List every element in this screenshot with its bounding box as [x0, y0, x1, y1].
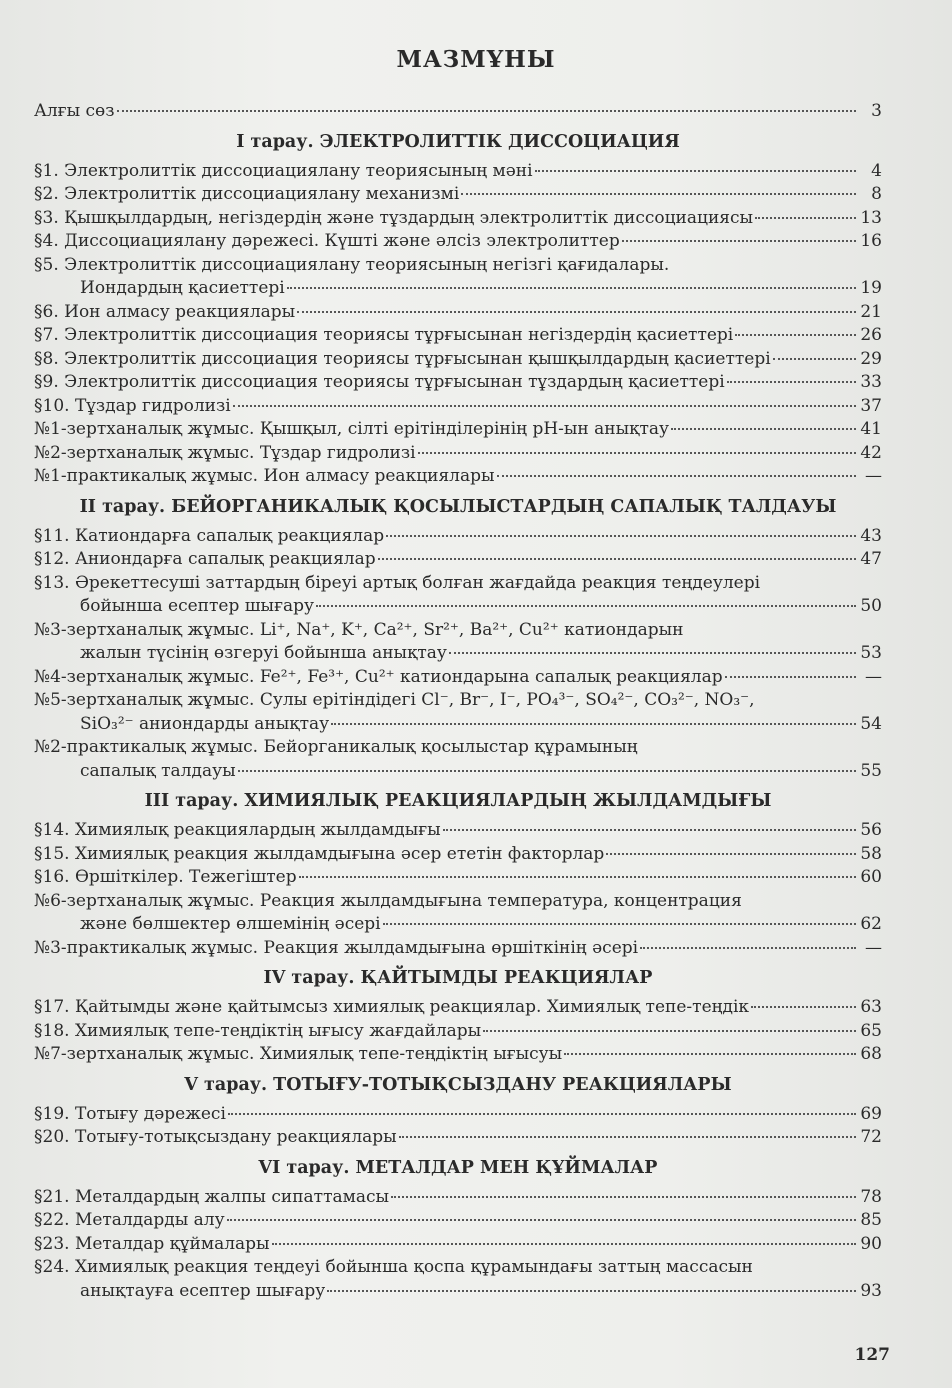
- entry-page: 19: [860, 278, 882, 298]
- entry-page: 93: [860, 1280, 882, 1301]
- dot-leader: [671, 428, 856, 430]
- dot-leader: [497, 475, 856, 477]
- entry-label: §3. Қышқылдардың, негіздердің және тұздардың электролиттік диссоциациясы: [34, 207, 754, 228]
- toc-entry: [34, 301, 882, 325]
- dot-leader: [483, 1030, 856, 1032]
- chapter-heading: II тарау. БЕЙОРГАНИКАЛЫҚ ҚОСЫЛЫСТАРДЫҢ САПАЛЫҚ ТАЛДАУЫ: [79, 496, 837, 517]
- dot-leader: [272, 1243, 856, 1245]
- toc-entry: [34, 277, 882, 301]
- entry-page: 43: [860, 525, 882, 546]
- dot-leader: [755, 217, 856, 219]
- entry-page: —: [865, 937, 882, 958]
- dot-leader: [443, 829, 856, 831]
- entry-page: 63: [860, 997, 882, 1017]
- dot-leader: [535, 170, 856, 172]
- entry-page: 3: [871, 101, 882, 121]
- dot-leader: [751, 1006, 856, 1008]
- entry-label: №7-зертханалық жұмыс. Химиялық тепе-теңдіктің ығысуы: [34, 1044, 563, 1064]
- entry-page: 58: [860, 843, 882, 864]
- dot-leader: [622, 240, 856, 242]
- entry-page: 21: [860, 301, 882, 322]
- toc-entry: [34, 1280, 882, 1304]
- dot-leader: [228, 1113, 856, 1115]
- entry-label: бойынша есептер шығару: [80, 596, 314, 616]
- toc-entry-line: №6-зертханалық жұмыс. Реакция жылдамдығына температура, концентрация: [34, 890, 742, 911]
- entry-page: 37: [860, 395, 882, 416]
- toc-entry: [34, 1043, 882, 1067]
- entry-page: 72: [860, 1127, 882, 1147]
- entry-label: §23. Металдар құймалары: [34, 1233, 270, 1254]
- entry-label: §14. Химиялық реакциялардың жылдамдығы: [34, 820, 441, 840]
- toc-entry: [34, 642, 882, 666]
- entry-label: №3-практикалық жұмыс. Реакция жылдамдығына өршіткінің әсері: [34, 937, 639, 958]
- entry-label: §15. Химиялық реакция жылдамдығына әсер ететін факторлар: [34, 843, 605, 864]
- entry-page: 54: [860, 713, 882, 734]
- entry-label: §21. Металдардың жалпы сипаттамасы: [34, 1186, 390, 1207]
- table-of-contents: [34, 100, 882, 1303]
- toc-entry: [34, 1233, 882, 1257]
- entry-label: §8. Электролиттік диссоциация теориясы тұрғысынан қышқылдардың қасиеттері: [34, 348, 771, 369]
- dot-leader: [299, 876, 856, 878]
- entry-page: —: [865, 666, 882, 687]
- toc-entry: [34, 465, 882, 489]
- toc-entry: [34, 348, 882, 372]
- dot-leader: [331, 723, 856, 725]
- entry-label: §22. Металдарды алу: [34, 1210, 225, 1230]
- entry-label: §6. Ион алмасу реакциялары: [34, 301, 296, 322]
- dot-leader: [327, 1290, 856, 1292]
- chapter-heading: V тарау. ТОТЫҒУ-ТОТЫҚСЫЗДАНУ РЕАКЦИЯЛАРЫ: [184, 1074, 732, 1095]
- entry-label: §12. Аниондарға сапалық реакциялар: [34, 549, 376, 569]
- entry-page: —: [865, 466, 882, 486]
- toc-entry: [34, 760, 882, 784]
- page-number: 127: [854, 1345, 890, 1365]
- toc-entry: [34, 1020, 882, 1044]
- entry-label: §2. Электролиттік диссоциациялану механизмі: [34, 184, 460, 204]
- entry-label: §19. Тотығу дәрежесі: [34, 1103, 226, 1124]
- entry-label: анықтауға есептер шығару: [80, 1280, 326, 1301]
- dot-leader: [383, 923, 856, 925]
- toc-entry: [34, 371, 882, 395]
- toc-entry-line: №2-практикалық жұмыс. Бейорганикалық қосылыстар құрамының: [34, 737, 638, 757]
- chapter-heading: VI тарау. МЕТАЛДАР МЕН ҚҰЙМАЛАР: [258, 1157, 658, 1178]
- toc-entry: [34, 324, 882, 348]
- entry-label: SiO₃²⁻ аниондарды анықтау: [80, 713, 330, 734]
- dot-leader: [287, 287, 856, 289]
- toc-entry: [34, 160, 882, 184]
- entry-label: №1-зертханалық жұмыс. Қышқыл, сілті ерітінділерінің pH-ын анықтау: [34, 419, 670, 439]
- dot-leader: [418, 452, 856, 454]
- entry-page: 29: [860, 348, 882, 369]
- toc-entry: [34, 937, 882, 961]
- toc-entry: [34, 418, 882, 442]
- dot-leader: [606, 853, 856, 855]
- entry-label: §16. Өршіткілер. Тежегіштер: [34, 867, 297, 887]
- entry-label: §1. Электролиттік диссоциациялану теориясының мәні: [34, 160, 533, 181]
- entry-page: 33: [860, 372, 882, 392]
- dot-leader: [735, 334, 856, 336]
- dot-leader: [461, 193, 856, 195]
- toc-entry: [34, 595, 882, 619]
- entry-page: 60: [860, 867, 882, 887]
- entry-page: 41: [860, 419, 882, 439]
- dot-leader: [238, 770, 856, 772]
- dot-leader: [297, 311, 856, 313]
- dot-leader: [773, 358, 856, 360]
- entry-label: №4-зертханалық жұмыс. Fe²⁺, Fe³⁺, Cu²⁺ катиондарына сапалық реакциялар: [34, 666, 723, 687]
- toc-entry: [34, 230, 882, 254]
- toc-entry-line: §13. Әрекеттесуші заттардың біреуі артық болған жағдайда реакция теңдеулері: [34, 572, 761, 593]
- toc-entry: [34, 996, 882, 1020]
- entry-label: және бөлшектер өлшемінің әсері: [80, 914, 381, 934]
- entry-page: 56: [860, 820, 882, 840]
- toc-entry: [34, 395, 882, 419]
- dot-leader: [386, 535, 856, 537]
- dot-leader: [727, 381, 856, 383]
- entry-page: 65: [860, 1020, 882, 1041]
- entry-page: 8: [871, 184, 882, 204]
- entry-page: 4: [871, 160, 882, 181]
- toc-entry: [34, 1103, 882, 1127]
- entry-page: 26: [860, 325, 882, 345]
- entry-page: 68: [860, 1044, 882, 1064]
- toc-entry-line: №3-зертханалық жұмыс. Li⁺, Na⁺, K⁺, Ca²⁺, Sr²⁺, Ba²⁺, Cu²⁺ катиондарын: [34, 619, 684, 640]
- entry-page: 47: [860, 549, 882, 569]
- entry-label: жалын түсінің өзгеруі бойынша анықтау: [80, 643, 447, 663]
- toc-entry: [34, 843, 882, 867]
- toc-entry: [34, 442, 882, 466]
- dot-leader: [233, 405, 856, 407]
- toc-entry: [34, 1186, 882, 1210]
- entry-label: §18. Химиялық тепе-теңдіктің ығысу жағдайлары: [34, 1020, 482, 1041]
- dot-leader: [564, 1053, 856, 1055]
- entry-label: §4. Диссоциациялану дәрежесі. Күшті және әлсіз электролиттер: [34, 231, 620, 251]
- toc-entry-line: §5. Электролиттік диссоциациялану теориясының негізгі қағидалары.: [34, 254, 670, 275]
- entry-page: 85: [860, 1210, 882, 1230]
- toc-entry: [34, 713, 882, 737]
- toc-entry: [34, 207, 882, 231]
- toc-entry: [34, 819, 882, 843]
- entry-page: 78: [860, 1186, 882, 1207]
- dot-leader: [391, 1196, 856, 1198]
- entry-page: 69: [860, 1103, 882, 1124]
- entry-label: сапалық талдауы: [80, 760, 236, 781]
- entry-page: 16: [860, 231, 882, 251]
- entry-page: 42: [860, 442, 882, 463]
- dot-leader: [399, 1136, 856, 1138]
- toc-entry: [34, 525, 882, 549]
- chapter-heading: III тарау. ХИМИЯЛЫҚ РЕАКЦИЯЛАРДЫҢ ЖЫЛДАМДЫҒЫ: [144, 791, 772, 811]
- toc-entry: [34, 913, 882, 937]
- entry-page: 55: [860, 760, 882, 781]
- toc-entry-line: §24. Химиялық реакция теңдеуі бойынша қоспа құрамындағы заттың массасын: [34, 1257, 753, 1277]
- dot-leader: [725, 676, 856, 678]
- toc-entry: [34, 666, 882, 690]
- entry-page: 62: [860, 914, 882, 934]
- entry-label: Иондардың қасиеттері: [80, 278, 285, 298]
- chapter-heading: I тарау. ЭЛЕКТРОЛИТТІК ДИССОЦИАЦИЯ: [236, 131, 680, 152]
- entry-page: 90: [860, 1233, 882, 1254]
- toc-entry: [34, 548, 882, 572]
- page-title: МАЗМҰНЫ: [396, 46, 556, 73]
- entry-label: §17. Қайтымды және қайтымсыз химиялық реакциялар. Химиялық тепе-теңдік: [34, 997, 750, 1017]
- entry-label: №1-практикалық жұмыс. Ион алмасу реакциялары: [34, 466, 495, 486]
- dot-leader: [316, 605, 856, 607]
- dot-leader: [378, 558, 856, 560]
- toc-entry: [34, 1126, 882, 1150]
- entry-label: №2-зертханалық жұмыс. Тұздар гидролизі: [34, 442, 416, 463]
- entry-label: §7. Электролиттік диссоциация теориясы тұрғысынан негіздердің қасиеттері: [34, 325, 734, 345]
- entry-label: §11. Катиондарға сапалық реакциялар: [34, 525, 385, 546]
- toc-preface: [34, 100, 882, 124]
- dot-leader: [449, 652, 856, 654]
- chapter-heading: IV тарау. ҚАЙТЫМДЫ РЕАКЦИЯЛАР: [263, 968, 653, 988]
- toc-entry: [34, 1209, 882, 1233]
- dot-leader: [227, 1219, 856, 1221]
- dot-leader: [640, 947, 856, 949]
- entry-page: 53: [860, 643, 882, 663]
- dot-leader: [117, 110, 856, 112]
- entry-label: Алғы сөз: [34, 101, 115, 121]
- entry-label: §9. Электролиттік диссоциация теориясы тұрғысынан тұздардың қасиеттері: [34, 372, 725, 392]
- entry-label: §10. Тұздар гидролизі: [34, 395, 231, 416]
- toc-entry: [34, 183, 882, 207]
- entry-page: 50: [860, 596, 882, 616]
- entry-page: 13: [860, 207, 882, 228]
- entry-label: §20. Тотығу-тотықсыздану реакциялары: [34, 1127, 397, 1147]
- toc-entry: [34, 866, 882, 890]
- toc-entry-line: №5-зертханалық жұмыс. Сулы ерітіндідегі Cl⁻, Br⁻, I⁻, PO₄³⁻, SO₄²⁻, CO₃²⁻, NO₃⁻,: [34, 690, 755, 710]
